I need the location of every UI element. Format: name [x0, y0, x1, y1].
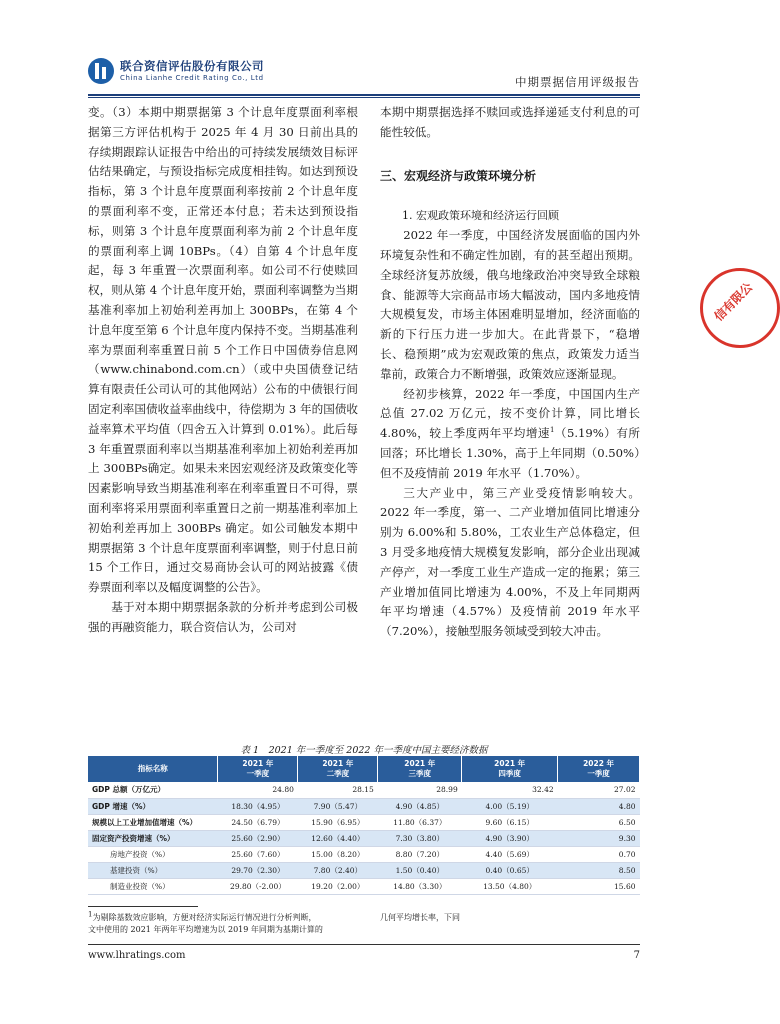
table-cell: 9.30	[558, 830, 640, 846]
table-cell: 28.99	[378, 782, 462, 798]
footer-url[interactable]: www.lhratings.com	[88, 950, 186, 961]
row-label: GDP 总额（万亿元）	[88, 782, 218, 798]
table-cell: 24.50（6.79）	[218, 814, 298, 830]
left-paragraph-1: 变。（3）本期中期票据第 3 个计息年度票面利率根据第三方评估机构于 2025 年 4 月 30 日前出具的存续期跟踪认证报告中给出的可持续发展绩效目标评估结果确定，与预设指标完成度相挂钩。如达到预设指标，第 3 个计息年度票面利率按前 2 个计息年度的票面利率不变，正常还本付息；若未达到预设指标，则第 3 个计息年度票面利率为前 2 个计息年度的票面利率上调 10BPs。（4）自第 4 个计息年度起，每 3 年重置一次票面利率。如公司不行使赎回权，则从第 4 个计息年度开始，票面利率调整为当期基准利率加上初始利差再加上 300BPs，在第 4 个计息年度至第 6 个计息年度内保持不变。当期基准利率为票面利率重置日前 5 个工作日中国债券信息网（www.chinabond.com.cn）（或中央国债登记结算有限责任公司认可的其他网站）公布的中债银行间固定利率国债收益率曲线中，待偿期为 3 年的国债收益率算术平均值（四舍五入计算到 0.01%）。此后每 3 年重置票面利率以当期基准利率加上初始利差再加上 300BPs确定。如果未来因宏观经济及政策变化等因素影响导致当期基准利率在利率重置日不可得，票面利率将采用票面利率重置日之前一期基准利率加上初始利差再加上 300BPs 确定。如公司触发本期中期票据第 3 个计息年度票面利率调整，则于付息日前 15 个工作日，通过交易商协会认可的网站披露《债券票面利率以及幅度调整的公告》。	[88, 105, 358, 595]
report-title: 中期票据信用评级报告	[515, 75, 640, 89]
footnote-ref: 1	[549, 426, 555, 435]
table-cell: 0.70	[558, 846, 640, 862]
table-cell: 9.60（6.15）	[462, 814, 558, 830]
table-header-cell: 2022 年 一季度	[558, 756, 640, 782]
table-cell: 28.15	[298, 782, 378, 798]
table-cell: 4.80	[558, 798, 640, 814]
header-divider	[88, 94, 640, 96]
footnote	[88, 912, 358, 936]
row-label: 固定资产投资增速（%）	[88, 830, 218, 846]
table-header-cell: 2021 年 四季度	[462, 756, 558, 782]
table-cell: 11.80（6.37）	[378, 814, 462, 830]
right-paragraph-3	[380, 385, 640, 484]
table-cell: 7.30（3.80）	[378, 830, 462, 846]
table-cell: 14.80（3.30）	[378, 878, 462, 894]
table-cell: 0.40（0.65）	[462, 862, 558, 878]
table-cell: 8.80（7.20）	[378, 846, 462, 862]
table-cell: 25.60（7.60）	[218, 846, 298, 862]
right-paragraph-3-after: （5.19%）有所回落；环比增长 1.30%，高于上年同期（0.50%）但不及疫情前 2019 年水平（1.70%）。	[380, 426, 640, 480]
company-name-cn: 联合资信评估股份有限公司	[120, 59, 264, 73]
table-caption: 表 1 2021 年一季度至 2022 年一季度中国主要经济数据	[240, 745, 488, 756]
footnote-marker: 1	[88, 910, 93, 919]
subsection-heading: 1. 宏观政策环境和经济运行回顾	[402, 209, 559, 223]
table-row	[88, 846, 640, 862]
footnote-continued: 几何平均增长率，下同	[380, 913, 460, 922]
table-cell: 7.80（2.40）	[298, 862, 378, 878]
right-paragraph-2: 2022 年一季度，中国经济发展面临的国内外环境复杂性和不确定性加剧，有的甚至超出预期。全球经济复苏放缓，俄乌地缘政治冲突导致全球粮食、能源等大宗商品市场大幅波动，国内多地疫情大规模复发，市场主体困难明显增加，经济面临的新的下行压力进一步加大。在此背景下，“稳增长、稳预期”成为宏观政策的焦点，政策发力适当靠前，政策合力不断增强，政策效应逐渐显现。	[380, 228, 640, 381]
table-header-cell: 2021 年 三季度	[378, 756, 462, 782]
footnote-line-2: 文中使用的 2021 年两年平均增速为以 2019 年同期为基期计算的	[88, 925, 323, 934]
right-column	[380, 103, 640, 642]
table-cell: 4.90（3.90）	[462, 830, 558, 846]
row-label: 制造业投资（%）	[88, 878, 218, 894]
page-number: 7	[633, 950, 640, 961]
table-cell: 32.42	[462, 782, 558, 798]
economic-data-table	[88, 756, 640, 895]
table-cell: 24.80	[218, 782, 298, 798]
row-label: 规模以上工业增加值增速（%）	[88, 814, 218, 830]
table-row	[88, 814, 640, 830]
seal-text: 信有限公	[711, 279, 756, 324]
table-cell: 1.50（0.40）	[378, 862, 462, 878]
right-paragraph-1: 本期中期票据选择不赎回或选择递延支付利息的可能性较低。	[380, 105, 640, 139]
left-column	[88, 103, 358, 638]
table-cell: 12.60（4.40）	[298, 830, 378, 846]
table-header-cell: 指标名称	[88, 756, 218, 782]
lianhe-logo-icon	[88, 58, 114, 84]
table-cell: 15.60	[558, 878, 640, 894]
table-cell: 27.02	[558, 782, 640, 798]
page-header	[88, 56, 640, 92]
row-label: GDP 增速（%）	[88, 798, 218, 814]
table-row	[88, 878, 640, 894]
company-seal	[700, 268, 780, 348]
right-paragraph-4: 三大产业中，第三产业受疫情影响较大。2022 年一季度，第一、二产业增加值同比增速分别为 6.00%和 5.80%，工农业生产总体稳定，但 3 月受多地疫情大规模复发影响，部分企业出现减产停产，对一季度工业生产造成一定的拖累；第三产业增加值同比增速为 4.00%，不及上年同期两年平均增速（4.57%）及疫情前 2019 年水平（7.20%），接触型服务领域受到较大冲击。	[380, 485, 640, 639]
footnote-line-1	[88, 912, 358, 924]
table-row	[88, 830, 640, 846]
footer-divider	[88, 944, 640, 945]
footnote-line-1-text: 为剔除基数效应影响，方便对经济实际运行情况进行分析判断，	[92, 913, 317, 922]
table-header-row	[88, 756, 640, 782]
table-row	[88, 798, 640, 814]
table-cell: 18.30（4.95）	[218, 798, 298, 814]
left-paragraph-2: 基于对本期中期票据条款的分析并考虑到公司极强的再融资能力，联合资信认为，公司对	[88, 599, 358, 634]
table-row	[88, 782, 640, 798]
table-cell: 4.00（5.19）	[462, 798, 558, 814]
company-name-en: China Lianhe Credit Rating Co., Ltd	[120, 74, 264, 82]
table-cell: 19.20（2.00）	[298, 878, 378, 894]
table-cell: 25.60（2.90）	[218, 830, 298, 846]
table-cell: 8.50	[558, 862, 640, 878]
footnote-divider	[88, 906, 198, 907]
table-row	[88, 862, 640, 878]
row-label: 房地产投资（%）	[88, 846, 218, 862]
table-cell: 29.80（-2.00）	[218, 878, 298, 894]
right-paragraph-3-before: 经初步核算，2022 年一季度，中国国内生产总值 27.02 万亿元，按不变价计算，同比增长 4.80%，较上季度两年平均增速	[380, 386, 640, 441]
table-cell: 13.50（4.80）	[462, 878, 558, 894]
table-header-cell: 2021 年 一季度	[218, 756, 298, 782]
table-cell: 15.90（6.95）	[298, 814, 378, 830]
table-cell: 6.50	[558, 814, 640, 830]
table-cell: 4.40（5.69）	[462, 846, 558, 862]
row-label: 基建投资（%）	[88, 862, 218, 878]
section-heading: 三、宏观经济与政策环境分析	[380, 168, 537, 183]
table-cell: 4.90（4.85）	[378, 798, 462, 814]
table-cell: 29.70（2.30）	[218, 862, 298, 878]
table-cell: 15.00（8.20）	[298, 846, 378, 862]
header-divider-thin	[88, 97, 640, 98]
table-header-cell: 2021 年 二季度	[298, 756, 378, 782]
table-cell: 7.90（5.47）	[298, 798, 378, 814]
